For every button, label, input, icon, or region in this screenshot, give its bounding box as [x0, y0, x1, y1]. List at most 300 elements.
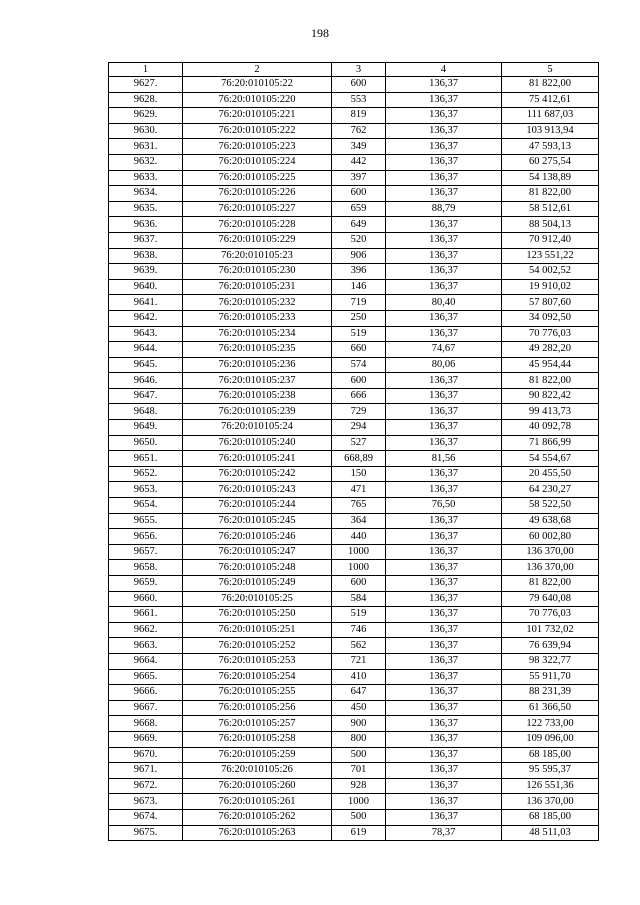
area-cell: 471: [332, 482, 386, 498]
rate-cell: 136,37: [386, 232, 502, 248]
cadastral-number-cell: 76:20:010105:225: [183, 170, 332, 186]
table-row: [109, 435, 599, 451]
row-number-cell: 9644.: [109, 342, 183, 358]
area-cell: 765: [332, 498, 386, 514]
area-cell: 364: [332, 513, 386, 529]
row-number-cell: 9642.: [109, 310, 183, 326]
table-header-row: [109, 63, 599, 77]
row-number-cell: 9674.: [109, 809, 183, 825]
cadastral-number-cell: 76:20:010105:251: [183, 622, 332, 638]
rate-cell: 88,79: [386, 201, 502, 217]
row-number-cell: 9640.: [109, 279, 183, 295]
value-cell: 95 595,37: [502, 763, 599, 779]
row-number-cell: 9667.: [109, 700, 183, 716]
table-row: [109, 498, 599, 514]
value-cell: 57 807,60: [502, 295, 599, 311]
table-row: [109, 326, 599, 342]
row-number-cell: 9656.: [109, 529, 183, 545]
rate-cell: 136,37: [386, 716, 502, 732]
value-cell: 81 822,00: [502, 77, 599, 93]
value-cell: 88 504,13: [502, 217, 599, 233]
rate-cell: 136,37: [386, 186, 502, 202]
rate-cell: 136,37: [386, 529, 502, 545]
row-number-cell: 9663.: [109, 638, 183, 654]
table-row: [109, 700, 599, 716]
rate-cell: 136,37: [386, 139, 502, 155]
table-row: [109, 154, 599, 170]
rate-cell: 136,37: [386, 264, 502, 280]
table-row: [109, 139, 599, 155]
rate-cell: 136,37: [386, 700, 502, 716]
rate-cell: 136,37: [386, 669, 502, 685]
row-number-cell: 9634.: [109, 186, 183, 202]
table-row: [109, 373, 599, 389]
cadastral-number-cell: 76:20:010105:232: [183, 295, 332, 311]
area-cell: 519: [332, 607, 386, 623]
rate-cell: 74,67: [386, 342, 502, 358]
value-cell: 126 551,36: [502, 778, 599, 794]
area-cell: 900: [332, 716, 386, 732]
area-cell: 600: [332, 186, 386, 202]
rate-cell: 136,37: [386, 778, 502, 794]
area-cell: 649: [332, 217, 386, 233]
table-row: [109, 295, 599, 311]
cadastral-number-cell: 76:20:010105:223: [183, 139, 332, 155]
value-cell: 54 138,89: [502, 170, 599, 186]
value-cell: 68 185,00: [502, 809, 599, 825]
table-row: [109, 217, 599, 233]
row-number-cell: 9662.: [109, 622, 183, 638]
table-row: [109, 123, 599, 139]
area-cell: 397: [332, 170, 386, 186]
row-number-cell: 9668.: [109, 716, 183, 732]
column-header-4: 4: [386, 63, 502, 77]
area-cell: 396: [332, 264, 386, 280]
area-cell: 442: [332, 154, 386, 170]
cadastral-number-cell: 76:20:010105:23: [183, 248, 332, 264]
value-cell: 54 554,67: [502, 451, 599, 467]
rate-cell: 136,37: [386, 77, 502, 93]
cadastral-number-cell: 76:20:010105:233: [183, 310, 332, 326]
cadastral-number-cell: 76:20:010105:244: [183, 498, 332, 514]
area-cell: 146: [332, 279, 386, 295]
area-cell: 553: [332, 92, 386, 108]
value-cell: 75 412,61: [502, 92, 599, 108]
table-row: [109, 342, 599, 358]
table-row: [109, 92, 599, 108]
value-cell: 60 002,80: [502, 529, 599, 545]
cadastral-number-cell: 76:20:010105:22: [183, 77, 332, 93]
table-row: [109, 747, 599, 763]
area-cell: 440: [332, 529, 386, 545]
area-cell: 600: [332, 77, 386, 93]
value-cell: 70 912,40: [502, 232, 599, 248]
value-cell: 103 913,94: [502, 123, 599, 139]
cadastral-number-cell: 76:20:010105:258: [183, 731, 332, 747]
cadastral-number-cell: 76:20:010105:255: [183, 685, 332, 701]
row-number-cell: 9653.: [109, 482, 183, 498]
row-number-cell: 9660.: [109, 591, 183, 607]
rate-cell: 78,37: [386, 825, 502, 841]
cadastral-number-cell: 76:20:010105:250: [183, 607, 332, 623]
cadastral-number-cell: 76:20:010105:25: [183, 591, 332, 607]
table-row: [109, 763, 599, 779]
value-cell: 88 231,39: [502, 685, 599, 701]
row-number-cell: 9675.: [109, 825, 183, 841]
value-cell: 81 822,00: [502, 576, 599, 592]
area-cell: 701: [332, 763, 386, 779]
row-number-cell: 9639.: [109, 264, 183, 280]
cadastral-number-cell: 76:20:010105:262: [183, 809, 332, 825]
row-number-cell: 9630.: [109, 123, 183, 139]
value-cell: 70 776,03: [502, 607, 599, 623]
cadastral-number-cell: 76:20:010105:229: [183, 232, 332, 248]
cadastral-number-cell: 76:20:010105:257: [183, 716, 332, 732]
area-cell: 647: [332, 685, 386, 701]
table-row: [109, 186, 599, 202]
cadastral-number-cell: 76:20:010105:226: [183, 186, 332, 202]
cadastral-number-cell: 76:20:010105:228: [183, 217, 332, 233]
cadastral-number-cell: 76:20:010105:221: [183, 108, 332, 124]
row-number-cell: 9673.: [109, 794, 183, 810]
rate-cell: 136,37: [386, 466, 502, 482]
table-row: [109, 560, 599, 576]
value-cell: 49 638,68: [502, 513, 599, 529]
table-row: [109, 607, 599, 623]
cadastral-number-cell: 76:20:010105:253: [183, 653, 332, 669]
row-number-cell: 9641.: [109, 295, 183, 311]
rate-cell: 136,37: [386, 638, 502, 654]
area-cell: 250: [332, 310, 386, 326]
row-number-cell: 9671.: [109, 763, 183, 779]
cadastral-number-cell: 76:20:010105:256: [183, 700, 332, 716]
rate-cell: 136,37: [386, 809, 502, 825]
row-number-cell: 9648.: [109, 404, 183, 420]
rate-cell: 136,37: [386, 154, 502, 170]
cadastral-number-cell: 76:20:010105:237: [183, 373, 332, 389]
area-cell: 819: [332, 108, 386, 124]
column-header-3: 3: [332, 63, 386, 77]
value-cell: 49 282,20: [502, 342, 599, 358]
rate-cell: 136,37: [386, 731, 502, 747]
row-number-cell: 9645.: [109, 357, 183, 373]
value-cell: 123 551,22: [502, 248, 599, 264]
cadastral-number-cell: 76:20:010105:235: [183, 342, 332, 358]
row-number-cell: 9629.: [109, 108, 183, 124]
value-cell: 64 230,27: [502, 482, 599, 498]
rate-cell: 136,37: [386, 685, 502, 701]
rate-cell: 136,37: [386, 123, 502, 139]
area-cell: 600: [332, 373, 386, 389]
cadastral-number-cell: 76:20:010105:259: [183, 747, 332, 763]
area-cell: 150: [332, 466, 386, 482]
row-number-cell: 9632.: [109, 154, 183, 170]
table-row: [109, 357, 599, 373]
cadastral-number-cell: 76:20:010105:238: [183, 388, 332, 404]
cadastral-number-cell: 76:20:010105:240: [183, 435, 332, 451]
table-row: [109, 404, 599, 420]
value-cell: 45 954,44: [502, 357, 599, 373]
area-cell: 762: [332, 123, 386, 139]
table-row: [109, 279, 599, 295]
table-row: [109, 248, 599, 264]
cadastral-number-cell: 76:20:010105:261: [183, 794, 332, 810]
rate-cell: 136,37: [386, 747, 502, 763]
column-header-5: 5: [502, 63, 599, 77]
table-row: [109, 576, 599, 592]
rate-cell: 136,37: [386, 420, 502, 436]
column-header-2: 2: [183, 63, 332, 77]
value-cell: 60 275,54: [502, 154, 599, 170]
value-cell: 47 593,13: [502, 139, 599, 155]
area-cell: 729: [332, 404, 386, 420]
row-number-cell: 9628.: [109, 92, 183, 108]
cadastral-number-cell: 76:20:010105:247: [183, 544, 332, 560]
table-row: [109, 716, 599, 732]
row-number-cell: 9633.: [109, 170, 183, 186]
table-row: [109, 653, 599, 669]
row-number-cell: 9631.: [109, 139, 183, 155]
table-row: [109, 685, 599, 701]
cadastral-number-cell: 76:20:010105:245: [183, 513, 332, 529]
rate-cell: 136,37: [386, 544, 502, 560]
cadastral-number-cell: 76:20:010105:243: [183, 482, 332, 498]
area-cell: 1000: [332, 544, 386, 560]
table-row: [109, 420, 599, 436]
value-cell: 76 639,94: [502, 638, 599, 654]
row-number-cell: 9664.: [109, 653, 183, 669]
area-cell: 928: [332, 778, 386, 794]
value-cell: 111 687,03: [502, 108, 599, 124]
cadastral-number-cell: 76:20:010105:230: [183, 264, 332, 280]
value-cell: 58 522,50: [502, 498, 599, 514]
table-row: [109, 669, 599, 685]
cadastral-number-cell: 76:20:010105:24: [183, 420, 332, 436]
table-row: [109, 544, 599, 560]
rate-cell: 136,37: [386, 653, 502, 669]
row-number-cell: 9658.: [109, 560, 183, 576]
rate-cell: 80,06: [386, 357, 502, 373]
row-number-cell: 9638.: [109, 248, 183, 264]
value-cell: 136 370,00: [502, 560, 599, 576]
area-cell: 500: [332, 747, 386, 763]
area-cell: 600: [332, 576, 386, 592]
area-cell: 666: [332, 388, 386, 404]
rate-cell: 136,37: [386, 622, 502, 638]
row-number-cell: 9665.: [109, 669, 183, 685]
row-number-cell: 9666.: [109, 685, 183, 701]
value-cell: 70 776,03: [502, 326, 599, 342]
table-body: [109, 77, 599, 841]
rate-cell: 136,37: [386, 310, 502, 326]
value-cell: 48 511,03: [502, 825, 599, 841]
area-cell: 527: [332, 435, 386, 451]
value-cell: 81 822,00: [502, 186, 599, 202]
rate-cell: 136,37: [386, 591, 502, 607]
area-cell: 574: [332, 357, 386, 373]
row-number-cell: 9646.: [109, 373, 183, 389]
row-number-cell: 9654.: [109, 498, 183, 514]
row-number-cell: 9655.: [109, 513, 183, 529]
rate-cell: 136,37: [386, 560, 502, 576]
table-row: [109, 591, 599, 607]
area-cell: 659: [332, 201, 386, 217]
table-row: [109, 170, 599, 186]
cadastral-number-cell: 76:20:010105:263: [183, 825, 332, 841]
cadastral-number-cell: 76:20:010105:260: [183, 778, 332, 794]
table-row: [109, 201, 599, 217]
page-number: 198: [311, 26, 329, 40]
value-cell: 20 455,50: [502, 466, 599, 482]
row-number-cell: 9669.: [109, 731, 183, 747]
row-number-cell: 9672.: [109, 778, 183, 794]
value-cell: 122 733,00: [502, 716, 599, 732]
rate-cell: 136,37: [386, 279, 502, 295]
rate-cell: 80,40: [386, 295, 502, 311]
area-cell: 1000: [332, 560, 386, 576]
cadastral-number-cell: 76:20:010105:222: [183, 123, 332, 139]
cadastral-number-cell: 76:20:010105:241: [183, 451, 332, 467]
cadastral-number-cell: 76:20:010105:252: [183, 638, 332, 654]
area-cell: 719: [332, 295, 386, 311]
row-number-cell: 9647.: [109, 388, 183, 404]
value-cell: 19 910,02: [502, 279, 599, 295]
table-row: [109, 529, 599, 545]
area-cell: 450: [332, 700, 386, 716]
cadastral-number-cell: 76:20:010105:248: [183, 560, 332, 576]
area-cell: 746: [332, 622, 386, 638]
rate-cell: 136,37: [386, 217, 502, 233]
table-row: [109, 77, 599, 93]
row-number-cell: 9657.: [109, 544, 183, 560]
cadastral-number-cell: 76:20:010105:236: [183, 357, 332, 373]
value-cell: 101 732,02: [502, 622, 599, 638]
value-cell: 58 512,61: [502, 201, 599, 217]
row-number-cell: 9649.: [109, 420, 183, 436]
value-cell: 71 866,99: [502, 435, 599, 451]
data-table: [108, 62, 599, 841]
cadastral-number-cell: 76:20:010105:234: [183, 326, 332, 342]
table-row: [109, 482, 599, 498]
area-cell: 668,89: [332, 451, 386, 467]
area-cell: 294: [332, 420, 386, 436]
area-cell: 619: [332, 825, 386, 841]
cadastral-number-cell: 76:20:010105:224: [183, 154, 332, 170]
row-number-cell: 9637.: [109, 232, 183, 248]
area-cell: 410: [332, 669, 386, 685]
value-cell: 55 911,70: [502, 669, 599, 685]
value-cell: 79 640,08: [502, 591, 599, 607]
area-cell: 500: [332, 809, 386, 825]
cadastral-number-cell: 76:20:010105:239: [183, 404, 332, 420]
rate-cell: 136,37: [386, 607, 502, 623]
table-row: [109, 108, 599, 124]
value-cell: 136 370,00: [502, 794, 599, 810]
value-cell: 68 185,00: [502, 747, 599, 763]
column-header-1: 1: [109, 63, 183, 77]
area-cell: 562: [332, 638, 386, 654]
row-number-cell: 9627.: [109, 77, 183, 93]
rate-cell: 136,37: [386, 92, 502, 108]
cadastral-number-cell: 76:20:010105:249: [183, 576, 332, 592]
rate-cell: 136,37: [386, 108, 502, 124]
row-number-cell: 9636.: [109, 217, 183, 233]
area-cell: 584: [332, 591, 386, 607]
row-number-cell: 9635.: [109, 201, 183, 217]
rate-cell: 136,37: [386, 326, 502, 342]
area-cell: 520: [332, 232, 386, 248]
value-cell: 98 322,77: [502, 653, 599, 669]
value-cell: 136 370,00: [502, 544, 599, 560]
value-cell: 54 002,52: [502, 264, 599, 280]
area-cell: 349: [332, 139, 386, 155]
table-row: [109, 513, 599, 529]
table-row: [109, 638, 599, 654]
rate-cell: 136,37: [386, 404, 502, 420]
table-row: [109, 809, 599, 825]
area-cell: 906: [332, 248, 386, 264]
table-row: [109, 622, 599, 638]
cadastral-number-cell: 76:20:010105:220: [183, 92, 332, 108]
rate-cell: 136,37: [386, 373, 502, 389]
value-cell: 99 413,73: [502, 404, 599, 420]
cadastral-number-cell: 76:20:010105:26: [183, 763, 332, 779]
row-number-cell: 9652.: [109, 466, 183, 482]
row-number-cell: 9650.: [109, 435, 183, 451]
row-number-cell: 9643.: [109, 326, 183, 342]
cadastral-number-cell: 76:20:010105:246: [183, 529, 332, 545]
rate-cell: 136,37: [386, 794, 502, 810]
rate-cell: 76,50: [386, 498, 502, 514]
row-number-cell: 9661.: [109, 607, 183, 623]
rate-cell: 136,37: [386, 576, 502, 592]
rate-cell: 136,37: [386, 482, 502, 498]
table-row: [109, 232, 599, 248]
rate-cell: 136,37: [386, 388, 502, 404]
table-row: [109, 466, 599, 482]
value-cell: 40 092,78: [502, 420, 599, 436]
row-number-cell: 9659.: [109, 576, 183, 592]
rate-cell: 81,56: [386, 451, 502, 467]
area-cell: 721: [332, 653, 386, 669]
area-cell: 519: [332, 326, 386, 342]
area-cell: 660: [332, 342, 386, 358]
table-row: [109, 310, 599, 326]
table-row: [109, 794, 599, 810]
table-row: [109, 451, 599, 467]
rate-cell: 136,37: [386, 763, 502, 779]
rate-cell: 136,37: [386, 435, 502, 451]
cadastral-number-cell: 76:20:010105:231: [183, 279, 332, 295]
table-row: [109, 825, 599, 841]
row-number-cell: 9670.: [109, 747, 183, 763]
value-cell: 61 366,50: [502, 700, 599, 716]
cadastral-number-cell: 76:20:010105:254: [183, 669, 332, 685]
table-row: [109, 778, 599, 794]
area-cell: 800: [332, 731, 386, 747]
value-cell: 34 092,50: [502, 310, 599, 326]
row-number-cell: 9651.: [109, 451, 183, 467]
value-cell: 90 822,42: [502, 388, 599, 404]
rate-cell: 136,37: [386, 170, 502, 186]
rate-cell: 136,37: [386, 513, 502, 529]
value-cell: 109 096,00: [502, 731, 599, 747]
cadastral-number-cell: 76:20:010105:242: [183, 466, 332, 482]
table-row: [109, 264, 599, 280]
cadastral-number-cell: 76:20:010105:227: [183, 201, 332, 217]
value-cell: 81 822,00: [502, 373, 599, 389]
table-row: [109, 731, 599, 747]
